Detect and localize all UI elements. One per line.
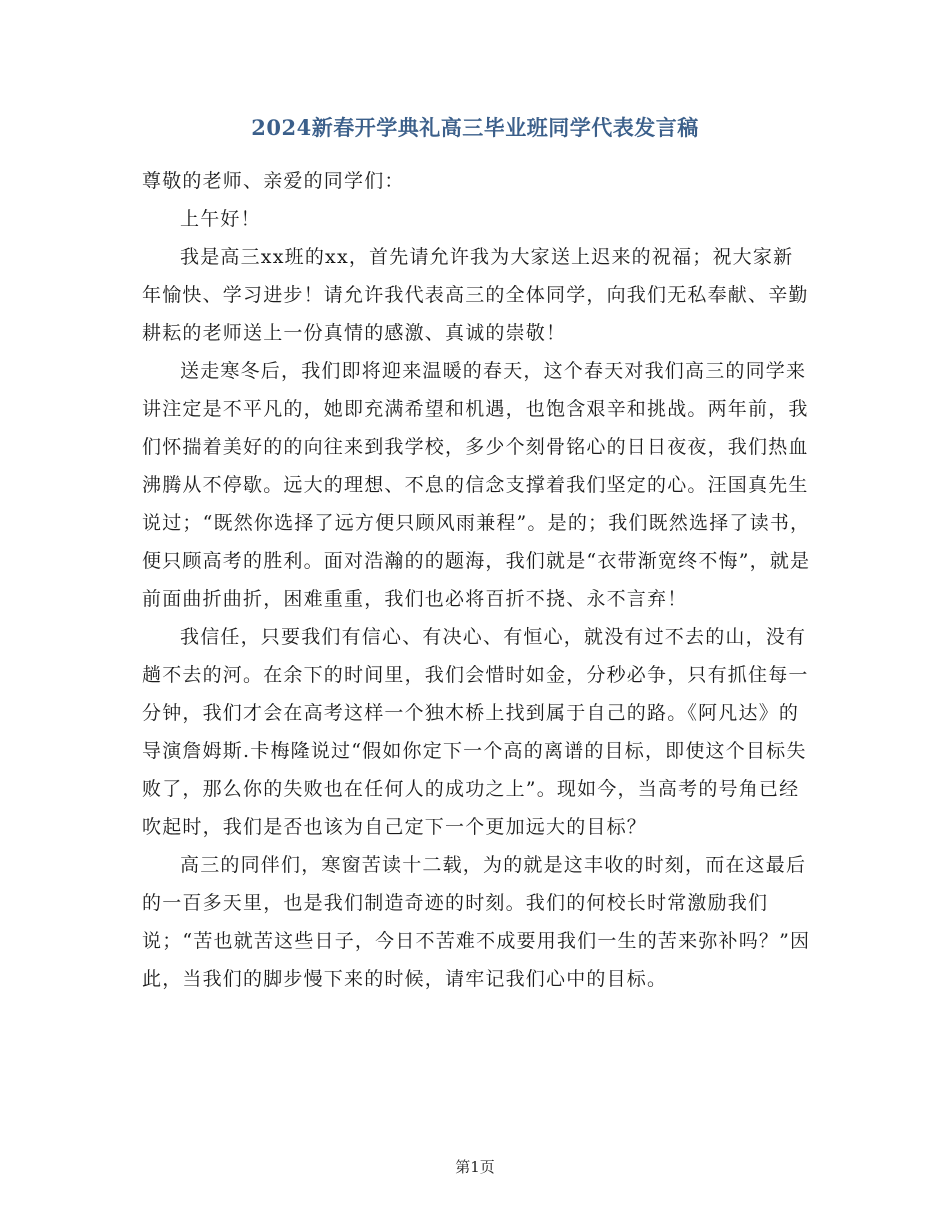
paragraph-introduction: 我是高三xx班的xx，首先请允许我为大家送上迟来的祝福；祝大家新年愉快、学习进步！请允许我代表高三的全体同学，向我们无私奉献、辛勤耕耘的老师送上一份真情的感激、真诚的崇敬！ bbox=[142, 246, 809, 344]
paragraph-spring: 送走寒冬后，我们即将迎来温暖的春天，这个春天对我们高三的同学来讲注定是不平凡的，她即充满希望和机遇，也饱含艰辛和挑战。两年前，我们怀揣着美好的的向往来到我学校，多少个刻骨铭心的日日夜夜，我们热血沸腾从不停歇。远大的理想、不息的信念支撑着我们坚定的心。汪国真先生说过；“既然你选择了远方便只顾风雨兼程”。是的；我们既然选择了读书，便只顾高考的胜利。面对浩瀚的的题海，我们就是“衣带渐宽终不悔”，就是前面曲折曲折，困难重重，我们也必将百折不挠、永不言弃！ bbox=[142, 360, 811, 610]
paragraph-belief: 我信任，只要我们有信心、有决心、有恒心，就没有过不去的山，没有趟不去的河。在余下的时间里，我们会惜时如金，分秒必争，只有抓住每一分钟，我们才会在高考这样一个独木桥上找到属于自己的路。《阿凡达》的导演詹姆斯.卡梅隆说过“假如你定下一个高的离谱的目标，即使这个目标失败了，那么你的失败也在任何人的成功之上”。现如今，当高考的号角已经吹起时，我们是否也该为自己定下一个更加远大的目标？ bbox=[142, 626, 809, 838]
page-number: 第1页 bbox=[455, 1158, 495, 1176]
salutation: 尊敬的老师、亲爱的同学们： bbox=[142, 170, 405, 192]
paragraph-companions: 高三的同伴们，寒窗苦读十二载，为的就是这丰收的时刻，而在这最后的一百多天里，也是我们制造奇迹的时刻。我们的何校长时常激励我们说；“苦也就苦这些日子，今日不苦难不成要用我们一生的苦来弥补吗？”因此，当我们的脚步慢下来的时候，请牢记我们心中的目标。 bbox=[142, 854, 811, 990]
document-body bbox=[142, 162, 812, 998]
document-title: 2024新春开学典礼高三毕业班同学代表发言稿 bbox=[251, 115, 699, 140]
paragraph-greeting: 上午好！ bbox=[180, 208, 261, 230]
